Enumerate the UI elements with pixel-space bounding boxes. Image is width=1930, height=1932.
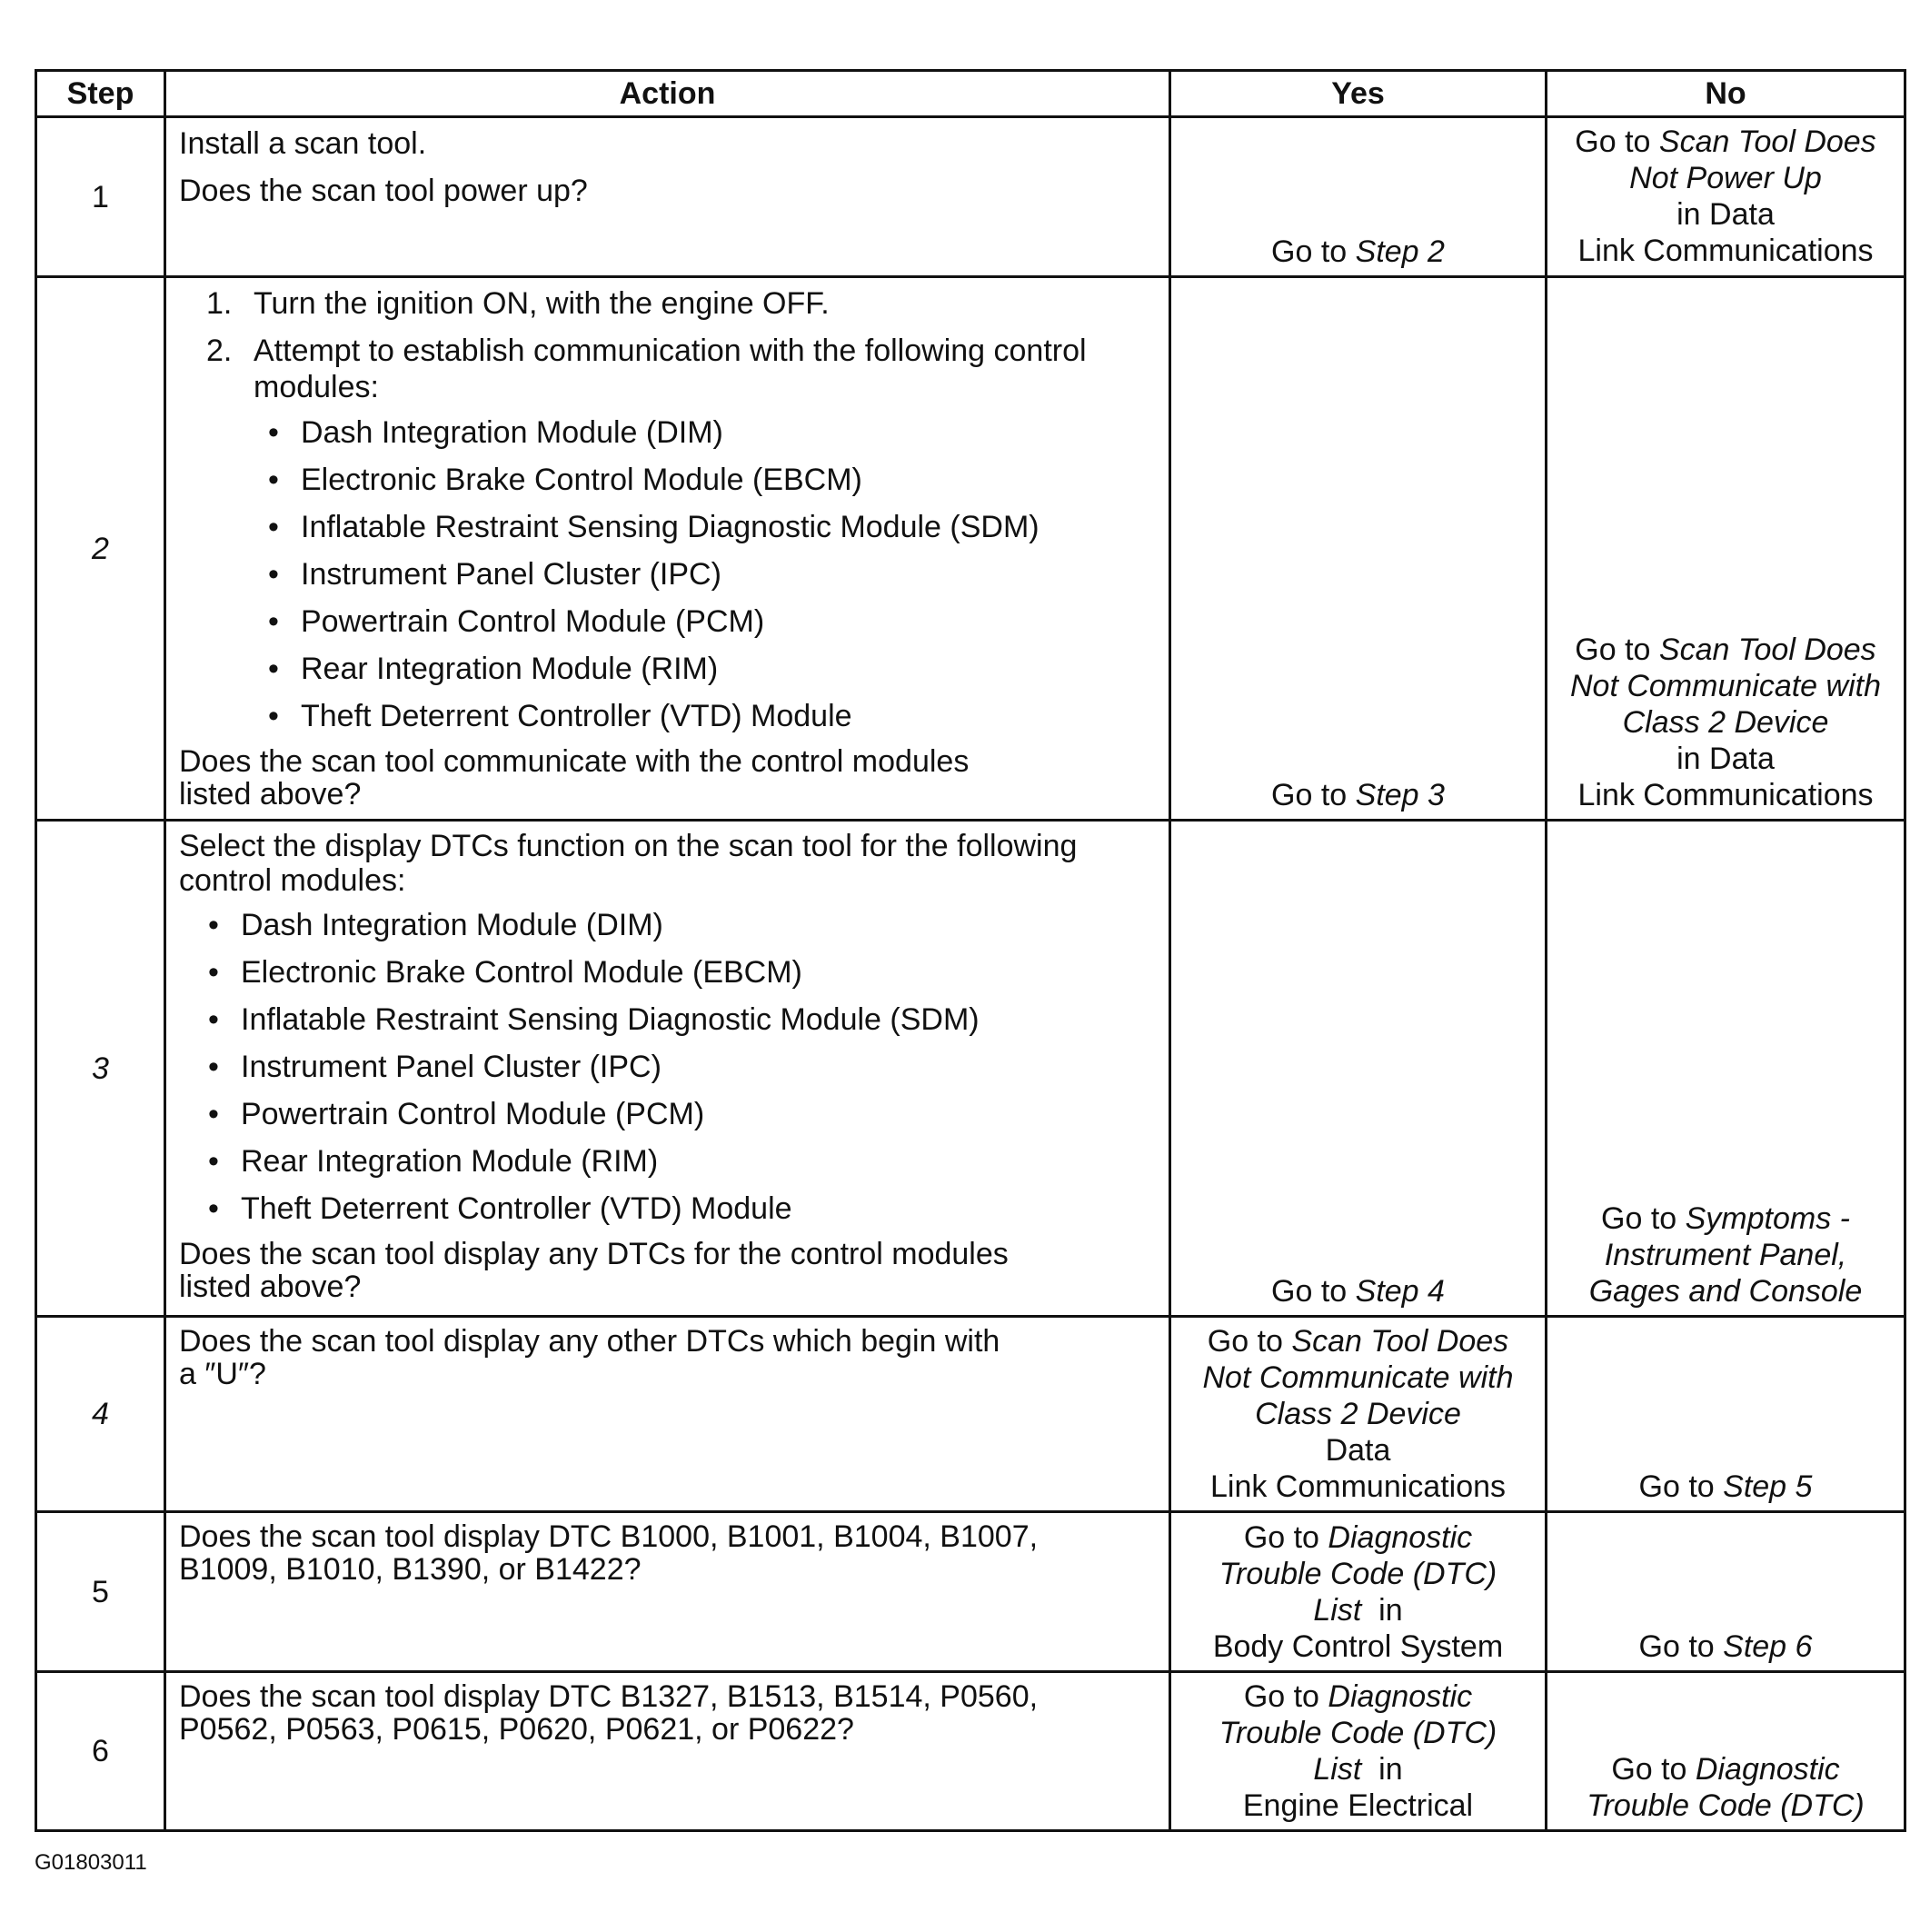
yes-text [1177, 1323, 1539, 1505]
procedure-link[interactable]: Scan Tool Does [1658, 124, 1876, 159]
procedure-link[interactable]: Scan Tool Does [1291, 1324, 1509, 1359]
numbered-list [179, 285, 1156, 734]
location-text: in Data [1676, 197, 1775, 232]
table-header-row [36, 71, 1905, 117]
no-text [1553, 632, 1898, 813]
yes-cell [1170, 1512, 1547, 1672]
list-item [179, 333, 1156, 734]
yes-cell [1170, 1317, 1547, 1512]
table-row [36, 1672, 1905, 1831]
yes-text [1177, 1519, 1539, 1665]
action-text: Select the display DTCs function on the scan tool for the following control modules: [179, 829, 1078, 898]
question-line: P0562, P0563, P0615, P0620, P0621, or P0622? [179, 1712, 854, 1747]
list-item: • Dash Integration Module (DIM) [179, 907, 1156, 943]
no-cell [1547, 821, 1905, 1317]
header-action: Action [165, 71, 1170, 117]
question-line: listed above? [179, 777, 362, 812]
action-question [179, 1680, 1156, 1746]
no-cell [1547, 1512, 1905, 1672]
header-no: No [1547, 71, 1905, 117]
procedure-link-cont[interactable]: Not Communicate with [1202, 1360, 1514, 1395]
location-text: in [1361, 1752, 1403, 1787]
goto-text: Go to [1243, 1679, 1328, 1714]
no-cell [1547, 1317, 1905, 1512]
yes-text [1177, 1678, 1539, 1824]
no-cell [1547, 277, 1905, 821]
list-item: • Theft Deterrent Controller (VTD) Module [179, 698, 1156, 734]
action-question: Does the scan tool power up? [179, 174, 588, 208]
table-row [36, 1317, 1905, 1512]
list-item: • Powertrain Control Module (PCM) [179, 1096, 1156, 1132]
step-number: 4 [36, 1317, 165, 1512]
no-text [1553, 1200, 1898, 1310]
goto-text: Go to [1271, 1274, 1356, 1309]
yes-cell [1170, 1672, 1547, 1831]
module-list [179, 414, 1156, 734]
no-text [1553, 1469, 1898, 1505]
location-text: Link Communications [1577, 234, 1874, 268]
list-item: • Powertrain Control Module (PCM) [179, 603, 1156, 640]
list-item-text: Turn the ignition ON, with the engine OFF. [254, 286, 830, 321]
list-item: • Instrument Panel Cluster (IPC) [179, 1049, 1156, 1085]
step-number: 3 [36, 821, 165, 1317]
action-question [179, 1238, 1156, 1303]
yes-text [1177, 777, 1539, 813]
list-item: • Inflatable Restraint Sensing Diagnostic Module (SDM) [179, 509, 1156, 545]
goto-text: Go to [1575, 124, 1659, 159]
list-item: • Instrument Panel Cluster (IPC) [179, 556, 1156, 593]
header-yes: Yes [1170, 71, 1547, 117]
procedure-link[interactable]: Scan Tool Does [1658, 632, 1876, 667]
question-line: Does the scan tool display DTC B1000, B1001, B1004, B1007, [179, 1519, 1039, 1554]
goto-text: Go to [1207, 1324, 1292, 1359]
no-text [1553, 124, 1898, 269]
location-text: in Data [1676, 742, 1775, 776]
table-row [36, 277, 1905, 821]
location-text: Engine Electrical [1242, 1788, 1474, 1823]
no-cell [1547, 1672, 1905, 1831]
goto-text: Go to [1271, 234, 1356, 269]
procedure-link-cont[interactable]: List [1313, 1593, 1362, 1628]
procedure-link-cont[interactable]: Class 2 Device [1622, 705, 1829, 740]
goto-text: Go to [1271, 778, 1356, 812]
goto-text: Go to [1575, 632, 1659, 667]
procedure-link[interactable]: Symptoms - [1685, 1201, 1850, 1236]
procedure-link-cont[interactable]: Trouble Code (DTC) [1219, 1716, 1497, 1750]
goto-text: Go to [1611, 1752, 1696, 1787]
procedure-link[interactable]: Diagnostic [1695, 1752, 1840, 1787]
question-line: Does the scan tool communicate with the control modules [179, 744, 970, 779]
list-item: • Electronic Brake Control Module (EBCM) [179, 462, 1156, 498]
step-number: 1 [36, 117, 165, 277]
list-number: 1. [206, 286, 233, 321]
location-text: in [1361, 1593, 1403, 1628]
procedure-link-cont[interactable]: Trouble Code (DTC) [1587, 1788, 1865, 1823]
module-list [179, 907, 1156, 1227]
location-text: Link Communications [1577, 778, 1874, 812]
yes-cell [1170, 277, 1547, 821]
location-text: Link Communications [1209, 1469, 1507, 1504]
question-line: Does the scan tool display any DTCs for the control modules [179, 1237, 1009, 1271]
list-item: • Theft Deterrent Controller (VTD) Module [179, 1190, 1156, 1227]
action-question [179, 745, 1156, 811]
question-line: B1009, B1010, B1390, or B1422? [179, 1552, 642, 1587]
step-link[interactable]: Step 4 [1355, 1274, 1445, 1309]
action-question [179, 1520, 1156, 1586]
procedure-link-cont[interactable]: Class 2 Device [1255, 1397, 1461, 1431]
question-line: listed above? [179, 1270, 362, 1304]
table-row [36, 1512, 1905, 1672]
list-item: • Dash Integration Module (DIM) [179, 414, 1156, 451]
figure-id: G01803011 [35, 1850, 147, 1875]
no-text [1553, 1751, 1898, 1824]
action-cell [165, 1512, 1170, 1672]
procedure-link-cont[interactable]: Not Communicate with [1569, 669, 1881, 703]
procedure-link-cont[interactable]: Trouble Code (DTC) [1219, 1557, 1497, 1591]
yes-text [1177, 234, 1539, 270]
procedure-link-cont[interactable]: Instrument Panel, [1604, 1238, 1847, 1272]
step-number: 6 [36, 1672, 165, 1831]
action-cell [165, 277, 1170, 821]
question-line: a ″U″? [179, 1357, 266, 1391]
yes-text [1177, 1273, 1539, 1310]
step-link[interactable]: Step 2 [1355, 234, 1445, 269]
header-step: Step [36, 71, 165, 117]
step-number: 5 [36, 1512, 165, 1672]
step-link[interactable]: Step 5 [1723, 1469, 1813, 1504]
action-cell [165, 117, 1170, 277]
procedure-link-cont[interactable]: List [1313, 1752, 1362, 1787]
procedure-link-cont[interactable]: Gages and Console [1588, 1274, 1863, 1309]
location-text: Data [1325, 1433, 1391, 1468]
table-row [36, 821, 1905, 1317]
question-line: Does the scan tool display any other DTCs which begin with [179, 1324, 1000, 1359]
step-link[interactable]: Step 6 [1723, 1629, 1813, 1664]
no-cell [1547, 117, 1905, 277]
goto-text: Go to [1638, 1629, 1724, 1664]
action-text: Install a scan tool. [179, 126, 427, 161]
action-cell [165, 821, 1170, 1317]
goto-text: Go to [1601, 1201, 1686, 1236]
procedure-link[interactable]: Diagnostic [1328, 1520, 1473, 1555]
diagnostic-table [35, 69, 1906, 1832]
procedure-link[interactable]: Diagnostic [1328, 1679, 1473, 1714]
yes-cell [1170, 821, 1547, 1317]
step-link[interactable]: Step 3 [1355, 778, 1445, 812]
list-item-text: Attempt to establish communication with the following control modules: [254, 334, 1087, 404]
location-text: Body Control System [1212, 1629, 1504, 1664]
no-text [1553, 1628, 1898, 1665]
diagnostic-table-container [35, 69, 1904, 1832]
goto-text: Go to [1638, 1469, 1724, 1504]
list-item: • Electronic Brake Control Module (EBCM) [179, 954, 1156, 991]
action-cell [165, 1317, 1170, 1512]
goto-text: Go to [1243, 1520, 1328, 1555]
action-question [179, 1325, 1156, 1390]
step-number: 2 [36, 277, 165, 821]
yes-cell [1170, 117, 1547, 277]
question-line: Does the scan tool display DTC B1327, B1513, B1514, P0560, [179, 1679, 1039, 1714]
table-row [36, 117, 1905, 277]
list-item: • Rear Integration Module (RIM) [179, 1143, 1156, 1180]
list-item: • Inflatable Restraint Sensing Diagnostic Module (SDM) [179, 1001, 1156, 1038]
list-number: 2. [206, 334, 233, 368]
action-cell [165, 1672, 1170, 1831]
list-item: • Rear Integration Module (RIM) [179, 651, 1156, 687]
procedure-link-cont[interactable]: Not Power Up [1629, 161, 1822, 195]
list-item [179, 285, 1156, 322]
